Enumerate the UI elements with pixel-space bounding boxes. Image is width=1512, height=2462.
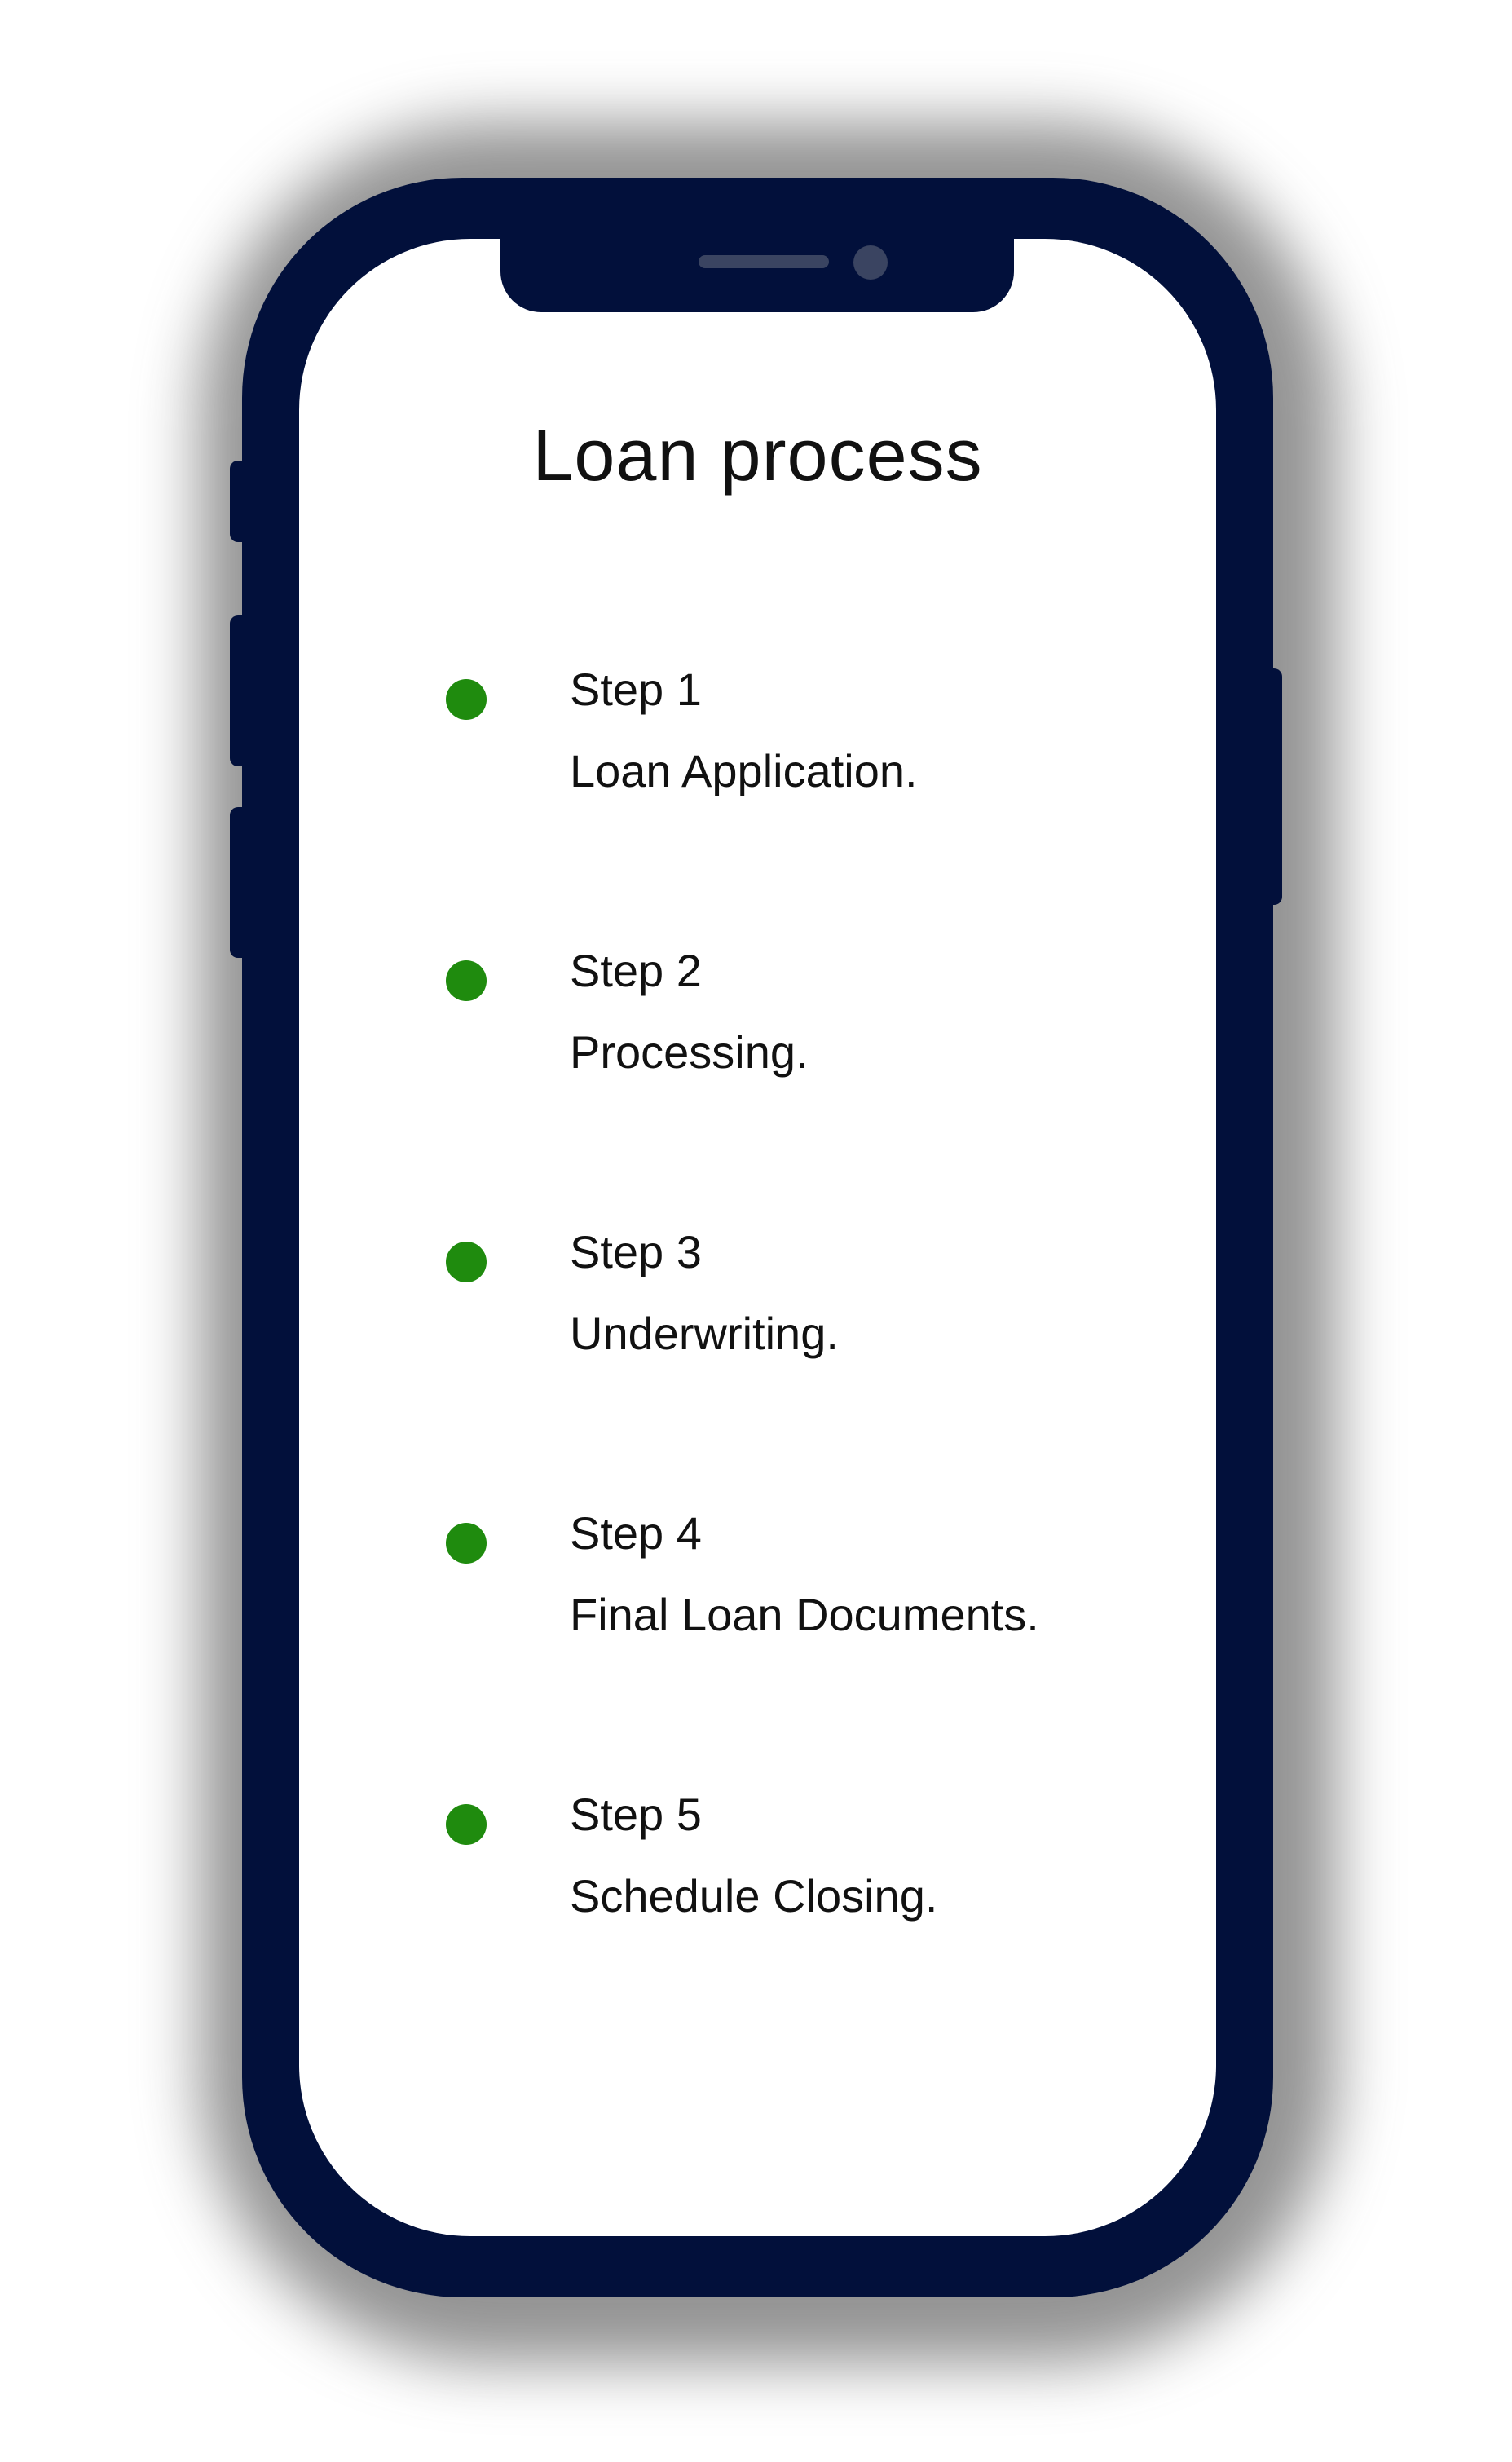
step-item: [299, 936, 1216, 1099]
step-description: Processing.: [570, 1026, 809, 1078]
step-label: Step 4: [570, 1507, 702, 1559]
step-dot-icon: [446, 1804, 487, 1845]
speaker-grille: [699, 255, 829, 268]
step-dot-icon: [446, 679, 487, 720]
step-description: Loan Application.: [570, 745, 918, 796]
step-item: [299, 1780, 1216, 1943]
step-description: Final Loan Documents.: [570, 1589, 1039, 1640]
front-camera-icon: [853, 245, 888, 280]
notch: [500, 239, 1014, 312]
phone-frame: [242, 178, 1273, 2297]
step-dot-icon: [446, 960, 487, 1001]
step-item: [299, 1217, 1216, 1380]
step-label: Step 1: [570, 664, 702, 715]
phone-screen: [299, 239, 1216, 2236]
step-description: Underwriting.: [570, 1308, 839, 1359]
page-title: Loan process: [532, 415, 983, 496]
step-description: Schedule Closing.: [570, 1870, 938, 1922]
step-dot-icon: [446, 1242, 487, 1282]
step-label: Step 2: [570, 945, 702, 996]
step-item: [299, 655, 1216, 818]
step-label: Step 5: [570, 1789, 702, 1840]
step-item: [299, 1498, 1216, 1661]
step-dot-icon: [446, 1523, 487, 1564]
step-label: Step 3: [570, 1226, 702, 1277]
